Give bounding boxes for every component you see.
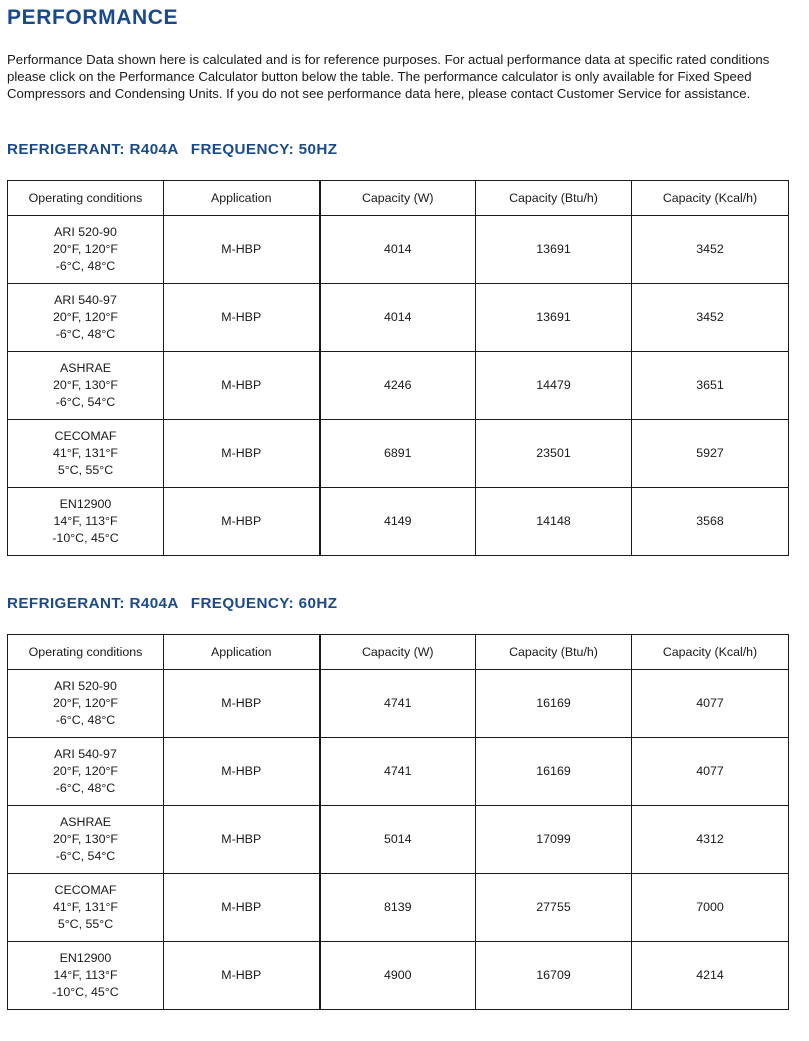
cell-capacity-w: 4014	[320, 216, 476, 284]
cell-capacity-w: 4149	[320, 488, 476, 556]
cell-application: M-HBP	[164, 670, 320, 738]
column-header-capacity-kcalh: Capacity (Kcal/h)	[632, 181, 789, 216]
cell-operating-conditions	[8, 488, 164, 556]
cell-capacity-btuh: 14148	[476, 488, 632, 556]
cell-capacity-kcalh: 4077	[632, 738, 789, 806]
frequency-label: FREQUENCY: 50HZ	[190, 141, 338, 158]
condition-line: 14°F, 113°F	[53, 968, 118, 982]
condition-line: 41°F, 131°F	[52, 900, 118, 914]
cell-capacity-w: 4900	[320, 942, 476, 1010]
cell-capacity-btuh: 27755	[476, 874, 632, 942]
cell-capacity-btuh: 16169	[476, 738, 632, 806]
column-header-capacity-w: Capacity (W)	[320, 181, 476, 216]
column-header-capacity-w: Capacity (W)	[320, 635, 476, 670]
intro-paragraph: Performance Data shown here is calculated and is for reference purposes. For actual performance data at specific rated conditions please click on the Performance Calculator button below the table. The performance calculator is only available for Fixed Speed Compressors and Condensing Units. If you do not see performance data here, please contact Customer Service for assistance.	[7, 52, 770, 102]
cell-operating-conditions	[8, 874, 164, 942]
cell-capacity-kcalh: 3452	[632, 284, 789, 352]
cell-capacity-w: 4014	[320, 284, 476, 352]
cell-capacity-kcalh: 3452	[632, 216, 789, 284]
column-header-operating-conditions: Operating conditions	[8, 181, 164, 216]
condition-line: ASHRAE	[60, 815, 111, 829]
column-header-application: Application	[164, 181, 320, 216]
performance-table-50hz	[7, 180, 789, 556]
cell-application: M-HBP	[164, 942, 320, 1010]
condition-line: 20°F, 120°F	[52, 696, 118, 710]
cell-capacity-w: 6891	[320, 420, 476, 488]
cell-operating-conditions	[8, 352, 164, 420]
condition-line: ARI 520-90	[54, 225, 117, 239]
condition-line: -6°C, 54°C	[55, 395, 116, 409]
table-row	[8, 352, 789, 420]
cell-operating-conditions	[8, 284, 164, 352]
condition-line: 20°F, 130°F	[52, 832, 118, 846]
condition-line: -6°C, 48°C	[55, 713, 116, 727]
cell-application: M-HBP	[164, 738, 320, 806]
condition-line: CECOMAF	[54, 883, 117, 897]
cell-application: M-HBP	[164, 488, 320, 556]
condition-line: -10°C, 45°C	[52, 985, 119, 999]
cell-capacity-kcalh: 4214	[632, 942, 789, 1010]
refrigerant-label: REFRIGERANT: R404A	[7, 595, 179, 612]
cell-operating-conditions	[8, 420, 164, 488]
cell-application: M-HBP	[164, 874, 320, 942]
cell-application: M-HBP	[164, 284, 320, 352]
cell-capacity-w: 5014	[320, 806, 476, 874]
condition-line: EN12900	[59, 951, 112, 965]
cell-capacity-kcalh: 5927	[632, 420, 789, 488]
refrigerant-label: REFRIGERANT: R404A	[7, 141, 179, 158]
cell-capacity-kcalh: 4312	[632, 806, 789, 874]
section-heading-60hz	[7, 595, 337, 612]
condition-line: ARI 540-97	[54, 747, 117, 761]
column-header-capacity-btuh: Capacity (Btu/h)	[476, 635, 632, 670]
cell-capacity-kcalh: 3568	[632, 488, 789, 556]
condition-line: -6°C, 48°C	[55, 781, 116, 795]
condition-line: 20°F, 120°F	[52, 764, 118, 778]
table-row	[8, 738, 789, 806]
table-row	[8, 874, 789, 942]
condition-line: 5°C, 55°C	[57, 917, 114, 931]
cell-capacity-w: 4741	[320, 670, 476, 738]
cell-capacity-w: 4741	[320, 738, 476, 806]
column-header-operating-conditions: Operating conditions	[8, 635, 164, 670]
cell-capacity-btuh: 13691	[476, 284, 632, 352]
table-body	[8, 670, 789, 1010]
cell-capacity-btuh: 17099	[476, 806, 632, 874]
condition-line: EN12900	[59, 497, 112, 511]
cell-operating-conditions	[8, 738, 164, 806]
condition-line: ASHRAE	[60, 361, 111, 375]
condition-line: ARI 520-90	[54, 679, 117, 693]
page-title: PERFORMANCE	[7, 6, 179, 29]
cell-capacity-w: 4246	[320, 352, 476, 420]
condition-line: 20°F, 120°F	[52, 310, 118, 324]
cell-application: M-HBP	[164, 806, 320, 874]
cell-capacity-w: 8139	[320, 874, 476, 942]
cell-capacity-btuh: 14479	[476, 352, 632, 420]
performance-table-60hz	[7, 634, 789, 1010]
column-header-capacity-kcalh: Capacity (Kcal/h)	[632, 635, 789, 670]
cell-capacity-btuh: 16169	[476, 670, 632, 738]
cell-operating-conditions	[8, 670, 164, 738]
cell-capacity-btuh: 13691	[476, 216, 632, 284]
condition-line: CECOMAF	[54, 429, 117, 443]
column-header-application: Application	[164, 635, 320, 670]
condition-line: -10°C, 45°C	[52, 531, 119, 545]
column-header-capacity-btuh: Capacity (Btu/h)	[476, 181, 632, 216]
cell-capacity-kcalh: 4077	[632, 670, 789, 738]
condition-line: -6°C, 48°C	[55, 327, 116, 341]
table-header-row	[8, 181, 789, 216]
cell-capacity-btuh: 23501	[476, 420, 632, 488]
cell-application: M-HBP	[164, 420, 320, 488]
table-row	[8, 216, 789, 284]
table-row	[8, 488, 789, 556]
cell-application: M-HBP	[164, 216, 320, 284]
frequency-label: FREQUENCY: 60HZ	[190, 595, 338, 612]
condition-line: 20°F, 120°F	[52, 242, 118, 256]
table-row	[8, 670, 789, 738]
condition-line: -6°C, 48°C	[55, 259, 116, 273]
cell-capacity-kcalh: 7000	[632, 874, 789, 942]
cell-application: M-HBP	[164, 352, 320, 420]
condition-line: ARI 540-97	[54, 293, 117, 307]
condition-line: 5°C, 55°C	[57, 463, 114, 477]
cell-operating-conditions	[8, 806, 164, 874]
cell-operating-conditions	[8, 942, 164, 1010]
table-row	[8, 806, 789, 874]
cell-capacity-btuh: 16709	[476, 942, 632, 1010]
condition-line: 41°F, 131°F	[52, 446, 118, 460]
section-heading-50hz	[7, 141, 337, 158]
cell-operating-conditions	[8, 216, 164, 284]
table-header-row	[8, 635, 789, 670]
table-row	[8, 942, 789, 1010]
cell-capacity-kcalh: 3651	[632, 352, 789, 420]
table-body	[8, 216, 789, 556]
table-row	[8, 420, 789, 488]
condition-line: -6°C, 54°C	[55, 849, 116, 863]
condition-line: 14°F, 113°F	[53, 514, 118, 528]
condition-line: 20°F, 130°F	[52, 378, 118, 392]
table-row	[8, 284, 789, 352]
